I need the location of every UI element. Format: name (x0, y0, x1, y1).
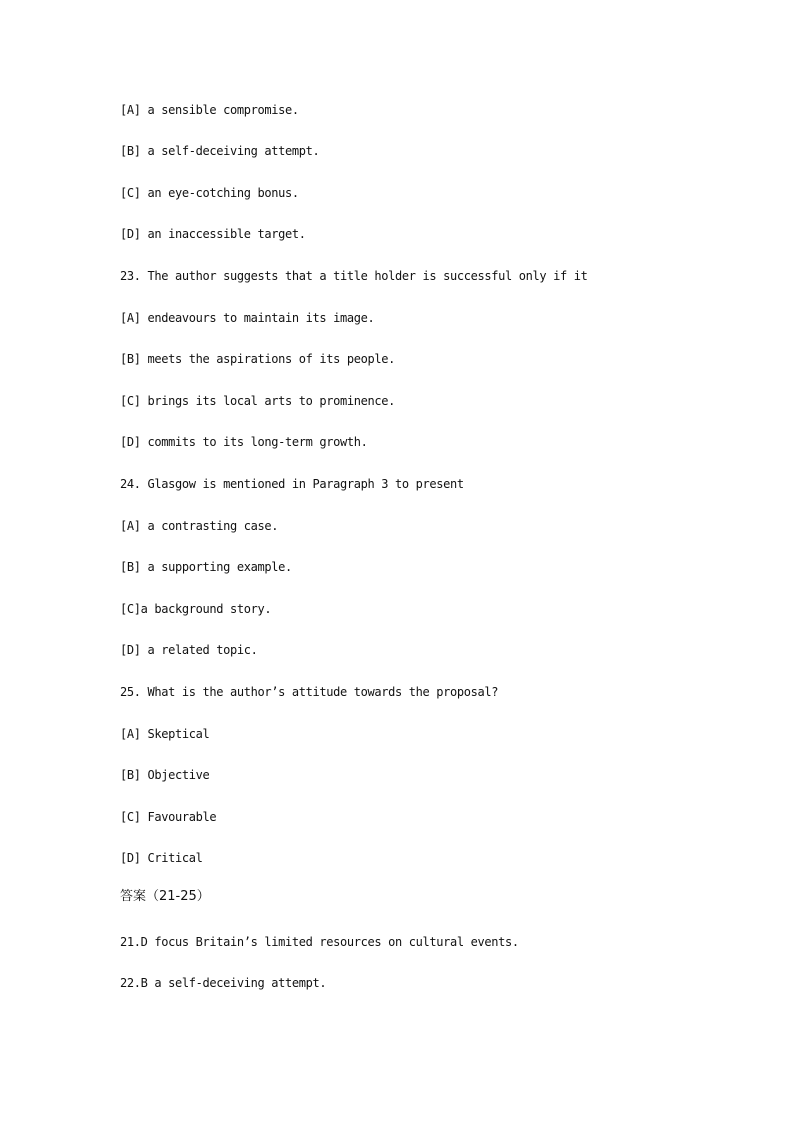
option-22-c: [C] an eye-cotching bonus. (120, 186, 299, 200)
question-25: 25. What is the author’s attitude towards the proposal? (120, 685, 499, 699)
answer-22: 22.B a self-deceiving attempt. (120, 976, 327, 990)
option-25-b: [B] Objective (120, 768, 210, 782)
option-25-d: [D] Critical (120, 851, 203, 865)
option-23-b: [B] meets the aspirations of its people. (120, 352, 395, 366)
answer-21: 21.D focus Britain’s limited resources on cultural events. (120, 935, 519, 949)
option-23-c: [C] brings its local arts to prominence. (120, 394, 395, 408)
option-22-a: [A] a sensible compromise. (120, 103, 299, 117)
option-22-b: [B] a self-deceiving attempt. (120, 144, 320, 158)
option-23-a: [A] endeavours to maintain its image. (120, 311, 375, 325)
question-23: 23. The author suggests that a title holder is successful only if it (120, 269, 588, 283)
option-24-c: [C]a background story. (120, 602, 272, 616)
option-24-b: [B] a supporting example. (120, 560, 292, 574)
option-24-d: [D] a related topic. (120, 643, 258, 657)
option-25-c: [C] Favourable (120, 810, 217, 824)
question-24: 24. Glasgow is mentioned in Paragraph 3 to present (120, 477, 464, 491)
option-23-d: [D] commits to its long-term growth. (120, 435, 368, 449)
option-22-d: [D] an inaccessible target. (120, 227, 306, 241)
option-24-a: [A] a contrasting case. (120, 519, 279, 533)
option-25-a: [A] Skeptical (120, 727, 210, 741)
answers-heading: 答案（21-25） (120, 889, 210, 904)
